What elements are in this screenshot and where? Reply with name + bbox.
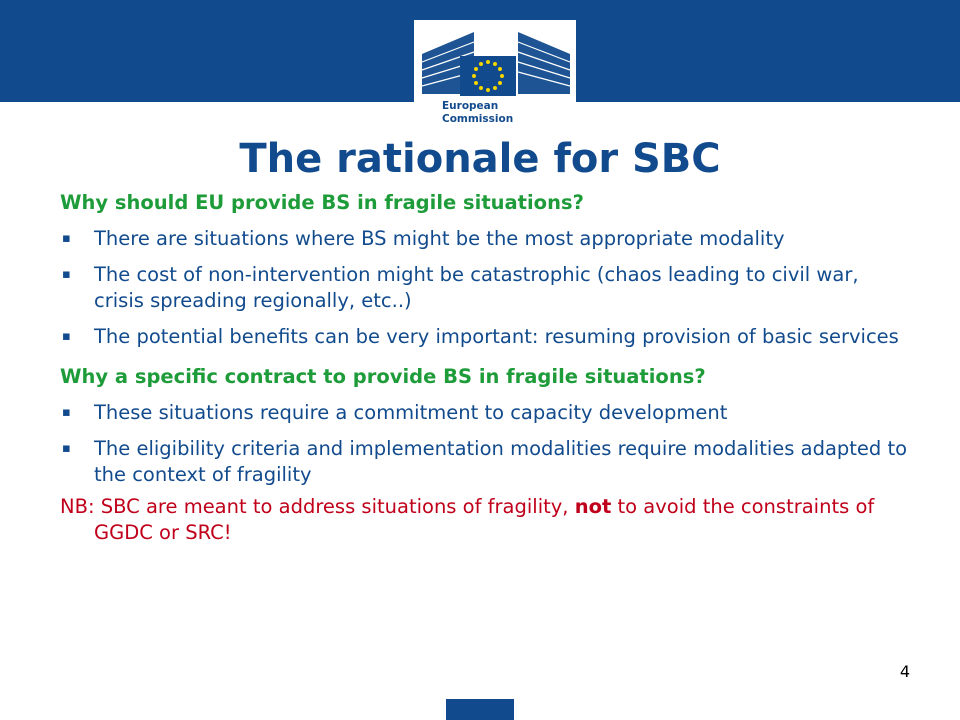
slide-content [60,190,910,546]
bullet-text: The potential benefits can be very important: resuming provision of basic services [94,325,899,348]
section1-heading: Why should EU provide BS in fragile situations? [60,191,584,214]
logo-wordmark [442,100,513,126]
bullet-item [60,400,910,426]
bullet-item [60,436,910,488]
nb-note-text-before: NB: SBC are meant to address situations of fragility, [60,495,575,518]
bullet-text: These situations require a commitment to capacity development [94,401,728,424]
logo-text-commission: Commission [442,113,514,125]
european-commission-logo [414,20,576,132]
bullet-item [60,324,910,350]
square-bullet-icon: ▪ [62,329,71,344]
nb-note-emphasis: not [574,495,612,518]
bullet-text: There are situations where BS might be the most appropriate modality [94,227,785,250]
slide-title: The rationale for SBC [239,136,721,182]
section1-bullet-list [60,226,910,350]
commission-building-icon [414,20,576,100]
bullet-item [60,262,910,314]
logo-text-european: European [442,100,499,112]
section2-heading: Why a specific contract to provide BS in fragile situations? [60,365,706,388]
bullet-text: The cost of non-intervention might be catastrophic (chaos leading to civil war, crisis spreading regionally, etc..) [94,263,859,312]
bullet-item [60,226,910,252]
section2-bullet-list [60,400,910,488]
square-bullet-icon: ▪ [62,441,71,456]
footer-tab [446,699,514,720]
square-bullet-icon: ▪ [62,267,71,282]
nb-note-text-after: to avoid the constraints of GGDC or SRC! [94,495,875,544]
bullet-text: The eligibility criteria and implementation modalities require modalities adapted to the context of fragility [94,437,908,486]
square-bullet-icon: ▪ [62,405,71,420]
square-bullet-icon: ▪ [62,231,71,246]
nb-note [60,494,910,546]
page-number: 4 [899,662,910,681]
